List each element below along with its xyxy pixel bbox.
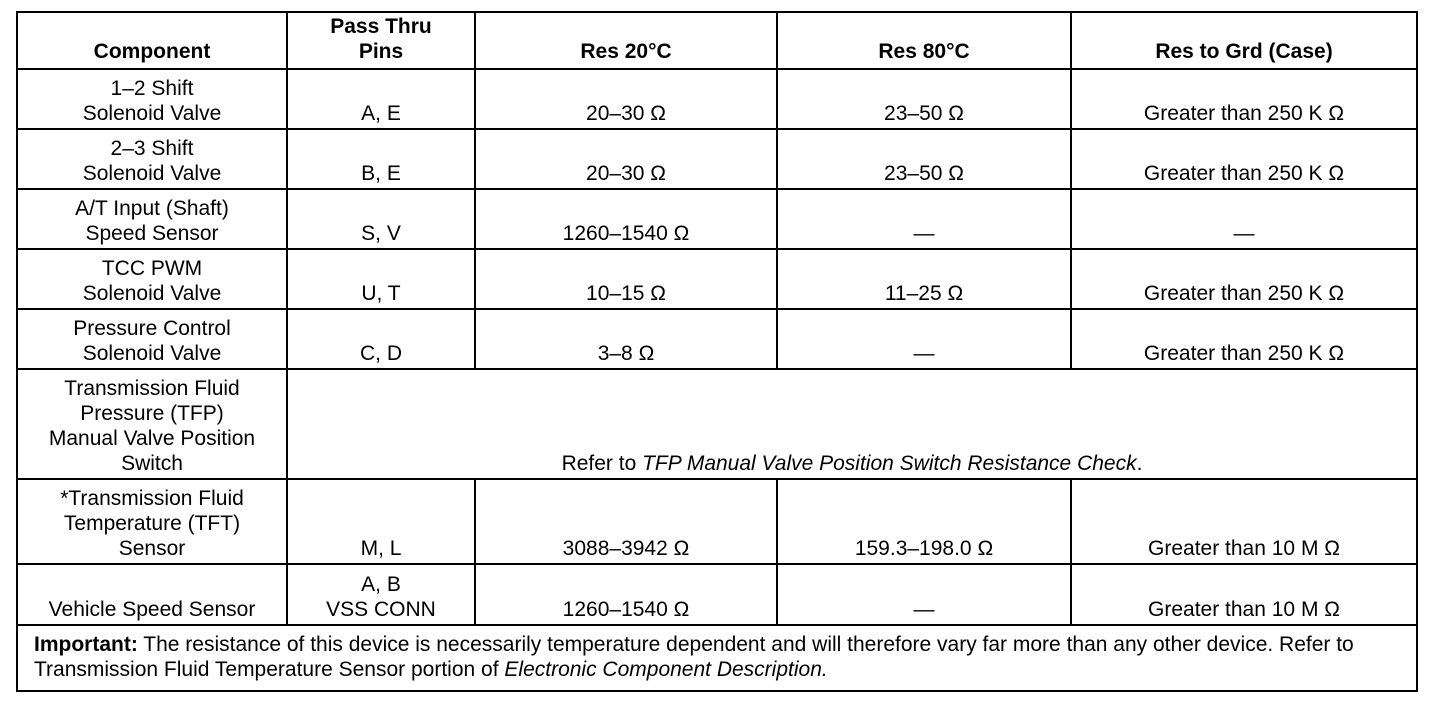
- component-name-line2: Solenoid Valve: [82, 282, 222, 305]
- pins-cell: U, T: [287, 249, 475, 309]
- component-cell: [17, 129, 287, 189]
- component-name-line1: 2–3 Shift: [110, 137, 194, 160]
- component-name-line2: Speed Sensor: [85, 222, 219, 245]
- resgrd-cell: Greater than 10 M Ω: [1071, 564, 1417, 625]
- component-name-line2: Solenoid Valve: [82, 102, 222, 125]
- header-pins-line2: Pins: [358, 40, 404, 63]
- pins-line2: VSS CONN: [326, 598, 436, 621]
- component-name-line2: Temperature (TFT): [63, 512, 241, 535]
- component-cell: [17, 479, 287, 564]
- component-name-line1: TCC PWM: [101, 257, 203, 280]
- pins-cell: S, V: [287, 189, 475, 249]
- component-cell: [17, 69, 287, 129]
- res20-cell: 3–8 Ω: [475, 309, 777, 369]
- res80-cell: —: [777, 189, 1071, 249]
- tfp-refer-prefix: Refer to: [561, 452, 643, 475]
- res80-cell: 11–25 Ω: [777, 249, 1071, 309]
- res20-cell: 3088–3942 Ω: [475, 479, 777, 564]
- resistance-spec-table: [16, 11, 1418, 692]
- res80-cell: 159.3–198.0 Ω: [777, 479, 1071, 564]
- table-row: [17, 69, 1417, 129]
- tfp-refer-cell: [287, 369, 1417, 479]
- component-cell: [17, 189, 287, 249]
- table-row: [17, 129, 1417, 189]
- important-note: [17, 625, 1417, 691]
- header-pins-line1: Pass Thru: [330, 15, 432, 38]
- resgrd-cell: Greater than 250 K Ω: [1071, 129, 1417, 189]
- pins-line1: A, B: [361, 573, 401, 596]
- note-row: [17, 625, 1417, 691]
- table-row-tft: [17, 479, 1417, 564]
- res20-cell: 20–30 Ω: [475, 69, 777, 129]
- pins-cell: M, L: [287, 479, 475, 564]
- header-pass-thru-pins: [287, 12, 475, 69]
- table-row: [17, 249, 1417, 309]
- important-reference: Electronic Component Description.: [504, 658, 828, 681]
- header-res-80c: Res 80°C: [777, 12, 1071, 69]
- component-name-line1: Pressure Control: [73, 317, 231, 340]
- header-res-to-ground: Res to Grd (Case): [1071, 12, 1417, 69]
- component-name-line2: Solenoid Valve: [82, 162, 222, 185]
- table-row: [17, 309, 1417, 369]
- component-name-line1: 1–2 Shift: [110, 77, 194, 100]
- component-name-line3: Sensor: [118, 537, 186, 560]
- tfp-refer-suffix: .: [1136, 452, 1143, 475]
- header-res-20c: Res 20°C: [475, 12, 777, 69]
- resgrd-cell: Greater than 250 K Ω: [1071, 309, 1417, 369]
- res20-cell: 1260–1540 Ω: [475, 564, 777, 625]
- pins-cell: B, E: [287, 129, 475, 189]
- component-cell: [17, 249, 287, 309]
- component-name-line1: Transmission Fluid: [64, 377, 240, 400]
- component-name-line2: Pressure (TFP): [80, 402, 224, 425]
- res80-cell: —: [777, 309, 1071, 369]
- res20-cell: 20–30 Ω: [475, 129, 777, 189]
- res80-cell: 23–50 Ω: [777, 129, 1071, 189]
- pins-cell: C, D: [287, 309, 475, 369]
- resgrd-cell: Greater than 250 K Ω: [1071, 249, 1417, 309]
- component-cell: [17, 369, 287, 479]
- important-label: Important:: [34, 633, 138, 656]
- table-row-tfp: [17, 369, 1417, 479]
- res80-cell: 23–50 Ω: [777, 69, 1071, 129]
- pins-cell: A, E: [287, 69, 475, 129]
- table-row: [17, 189, 1417, 249]
- component-name-line3: Manual Valve Position: [48, 427, 256, 450]
- component-name-line2: Solenoid Valve: [82, 342, 222, 365]
- header-component: Component: [17, 12, 287, 69]
- pins-cell: [287, 564, 475, 625]
- header-row: [17, 12, 1417, 69]
- tfp-refer-check-title: TFP Manual Valve Position Switch Resistance Check: [642, 452, 1137, 475]
- component-name-line1: *Transmission Fluid: [60, 487, 244, 510]
- table-row-vss: [17, 564, 1417, 625]
- component-cell: Vehicle Speed Sensor: [17, 564, 287, 625]
- resgrd-cell: —: [1071, 189, 1417, 249]
- res80-cell: —: [777, 564, 1071, 625]
- res20-cell: 10–15 Ω: [475, 249, 777, 309]
- component-name-line4: Switch: [121, 452, 183, 475]
- important-text: The resistance of this device is necessarily temperature dependent and will therefore vary far more than any other device. Refer to Transmission Fluid Temperature Sensor portion of: [34, 633, 1354, 681]
- resgrd-cell: Greater than 250 K Ω: [1071, 69, 1417, 129]
- resgrd-cell: Greater than 10 M Ω: [1071, 479, 1417, 564]
- component-cell: [17, 309, 287, 369]
- component-name-line1: A/T Input (Shaft): [75, 197, 229, 220]
- res20-cell: 1260–1540 Ω: [475, 189, 777, 249]
